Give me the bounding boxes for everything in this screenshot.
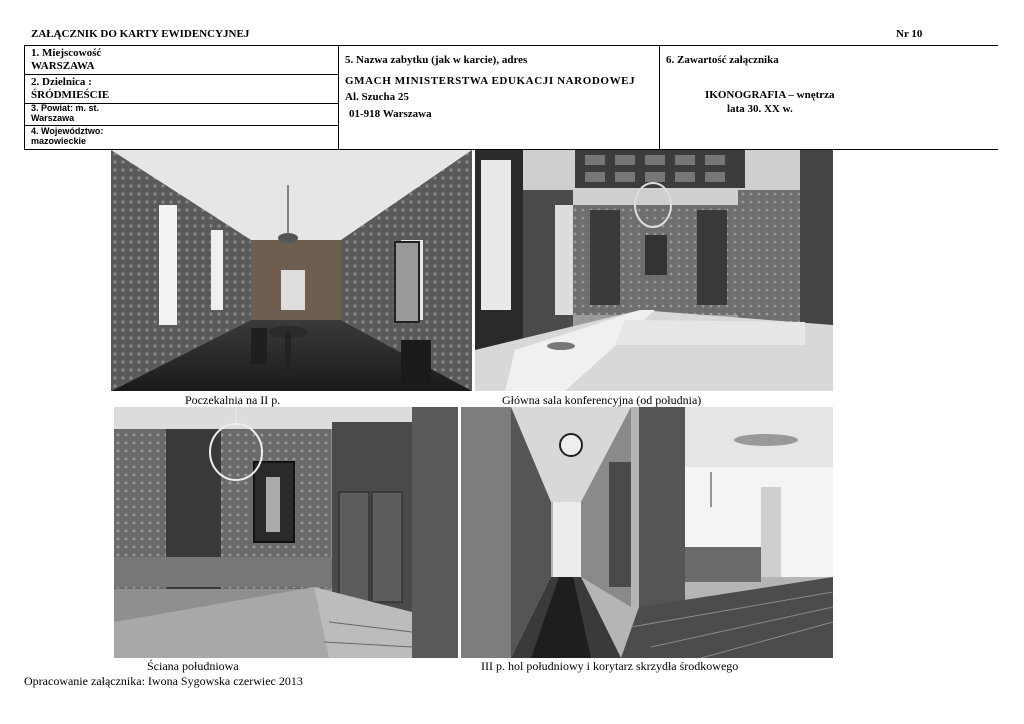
locality-value: WARSZAWA	[31, 60, 95, 72]
voivodeship-value: mazowieckie	[31, 136, 87, 146]
caption-south-wall: Ściana południowa	[147, 659, 239, 673]
voivodeship-label: 4. Województwo:	[31, 126, 104, 136]
footer-credit: Opracowanie załącznika: Iwona Sygowska czerwiec 2013	[24, 674, 303, 688]
monument-postal: 01-918 Warszawa	[349, 108, 432, 120]
caption-conference-hall: Główna sala konferencyjna (od południa)	[502, 393, 702, 407]
locality-label: 1. Miejscowość	[31, 47, 102, 59]
contents-period: lata 30. XX w.	[727, 103, 793, 115]
photo-hall-corridor	[461, 407, 833, 658]
caption-hall-corridor: III p. hol południowy i korytarz skrzydła środkowego	[481, 659, 739, 673]
caption-waiting-room: Poczekalnia na II p.	[185, 393, 281, 407]
photo-conference-hall	[475, 150, 833, 391]
attachment-title: ZAŁĄCZNIK DO KARTY EWIDENCYJNEJ	[31, 28, 250, 40]
photo-south-wall	[114, 407, 458, 658]
attachment-number: Nr 10	[896, 28, 923, 40]
form-row-line-1	[24, 74, 338, 75]
form-divider-2	[659, 45, 660, 149]
photo-waiting-room	[111, 150, 472, 391]
contents-label: 6. Zawartość załącznika	[666, 54, 779, 66]
district-value: ŚRÓDMIEŚCIE	[31, 89, 110, 101]
form-left-border	[24, 45, 25, 149]
form-divider-1	[338, 45, 339, 149]
monument-name-label: 5. Nazwa zabytku (jak w karcie), adres	[345, 54, 528, 66]
form-top-border	[24, 45, 998, 46]
monument-name: GMACH MINISTERSTWA EDUKACJI NARODOWEJ	[345, 75, 636, 87]
monument-street: Al. Szucha 25	[345, 91, 409, 103]
county-value: Warszawa	[31, 113, 75, 123]
county-label: 3. Powiat: m. st.	[31, 103, 100, 113]
contents-type: IKONOGRAFIA – wnętrza	[705, 89, 835, 101]
district-label: 2. Dzielnica :	[31, 76, 92, 88]
